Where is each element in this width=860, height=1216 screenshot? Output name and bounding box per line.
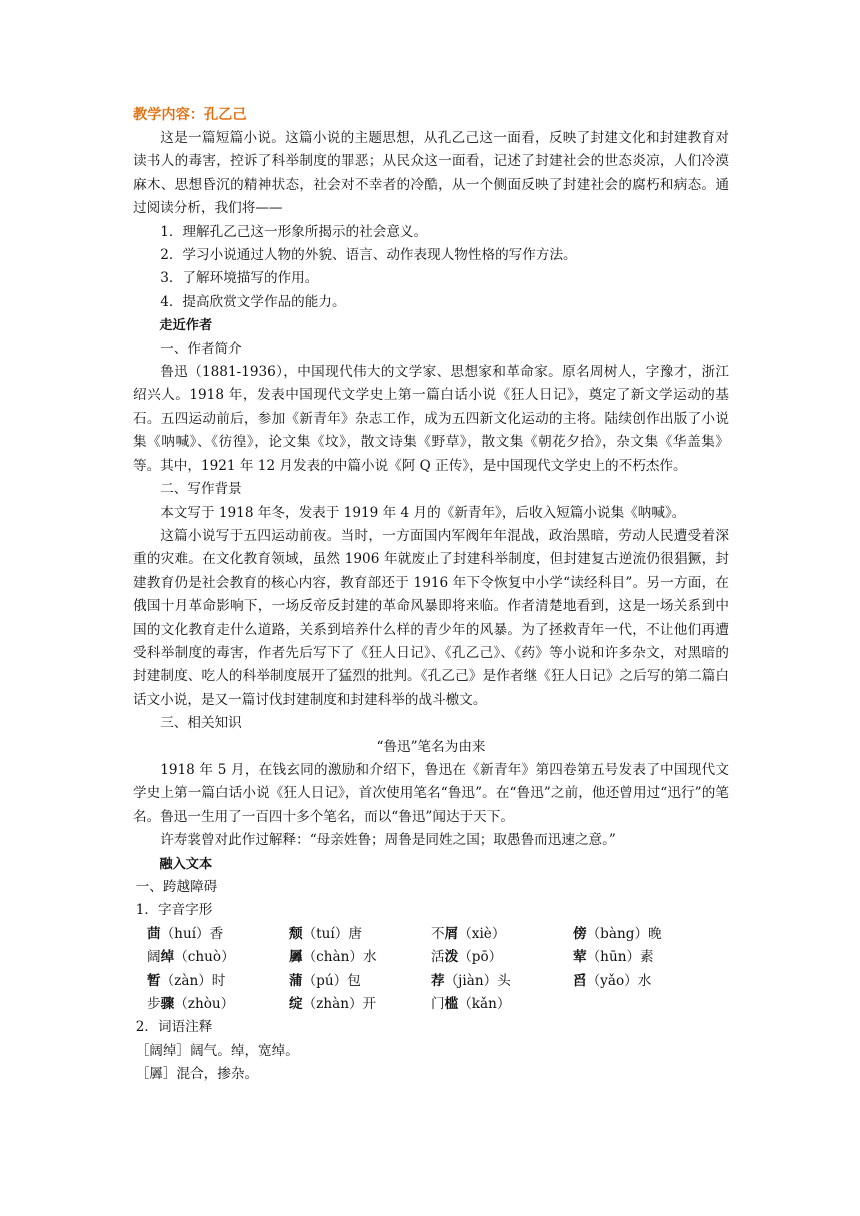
word-note: ［羼］混合，掺杂。 [135,1066,259,1083]
goal-item: 1．理解孔乙己这一形象所揭示的社会意义。 [160,223,428,240]
page-title: 教学内容：孔乙己 [133,107,247,123]
subheading-obstacles: 一、跨越障碍 [135,879,218,895]
subheading-background: 二、写作背景 [160,481,242,498]
goal-item: 2．学习小说通过人物的外貌、语言、动作表现人物性格的写作方法。 [160,247,577,264]
item-pronunciation: 1．字音字形 [135,902,213,919]
vocab-entry: 傍（bàng）晚 [573,925,662,942]
vocab-entry: 舀（yǎo）水 [573,972,652,989]
subheading-author-intro: 一、作者简介 [160,340,242,357]
background-paragraph-1: 本文写于 1918 年冬，发表于 1919 年 4 月的《新青年》，后收入短篇小说集《呐喊》。 [160,504,686,521]
vocab-entry: 荤（hūn）素 [573,949,654,966]
vocab-table [147,923,729,1017]
vocab-entry: 暂（zàn）时 [147,972,226,989]
vocab-row [147,970,729,993]
vocab-row [147,946,729,969]
pen-name-paragraph-1: 1918 年 5 月，在钱玄同的激励和介绍下，鲁迅在《新青年》第四卷第五号发表了中国现代文学史上第一篇白话小说《狂人日记》，首次使用笔名“鲁迅”。在“鲁迅”之前，他还曾用过“迅行”的笔名。鲁迅一生用了一百四十多个笔名，而以“鲁迅”闻达于天下。 [133,761,729,825]
author-paragraph: 鲁迅（1881-1936），中国现代伟大的文学家、思想家和革命家。原名周树人，字豫才，浙江绍兴人。1918 年，发表中国现代文学史上第一篇白话小说《狂人日记》，奠定了新文学运动的基石。五四运动前后，参加《新青年》杂志工作，成为五四新文化运动的主将。陆续创作出版了小说集《呐喊》、《彷徨》，论文集《坟》，散文诗集《野草》，散文集《朝花夕拾》，杂文集《华盖集》等。其中，1921 年 12 月发表的中篇小说《阿 Q 正传》，是中国现代文学史上的不朽杰作。 [133,364,729,474]
goal-item: 4．提高欣赏文学作品的能力。 [160,293,346,310]
vocab-entry: 茴（huí）香 [147,925,224,942]
item-word-notes: 2．词语注释 [135,1019,213,1036]
vocab-entry: 步骤（zhòu） [147,996,235,1013]
vocab-row [147,993,729,1016]
background-paragraph-2: 这篇小说写于五四运动前夜。当时，一方面国内军阀年年混战，政治黑暗，劳动人民遭受着深重的灾难。在文化教育领域，虽然 1906 年就废止了封建科举制度，但封建复古逆流仍很猖獗，封建教育仍是社会教育的核心内容，教育部还于 1916 年下令恢复中小学“读经科目”。另一方面，在俄国十月革命影响下，一场反帝反封建的革命风暴即将来临。作者清楚地看到，这是一场关系到中国的文化教育走什么道路，关系到培养什么样的青少年的风暴。为了拯救青年一代，不让他们再遭受科举制度的毒害，作者先后写下了《狂人日记》、《孔乙己》、《药》等小说和许多杂文，对黑暗的封建制度、吃人的科举制度展开了猛烈的批判。《孔乙己》是作者继《狂人日记》之后写的第二篇白话文小说，是又一篇讨伐封建制度和封建科举的战斗檄文。 [133,527,729,708]
section-heading-text: 融入文本 [159,856,213,872]
subheading-related-knowledge: 三、相关知识 [160,715,242,732]
document-body [133,104,729,1087]
vocab-row [147,923,729,946]
vocab-entry: 不屑（xiè） [431,925,506,942]
pen-name-title: “鲁迅”笔名为由来 [376,738,486,755]
vocab-entry: 荐（jiàn）头 [431,972,511,989]
vocab-entry: 门槛（kǎn） [431,996,511,1013]
vocab-entry: 阔绰（chuò） [147,949,235,966]
word-note: ［阔绰］阔气。绰，宽绰。 [135,1042,299,1059]
section-heading-author: 走近作者 [159,318,213,334]
intro-paragraph: 这是一篇短篇小说。这篇小说的主题思想，从孔乙己这一面看，反映了封建文化和封建教育对读书人的毒害，控诉了科举制度的罪恶；从民众这一面看，记述了封建社会的世态炎凉，人们冷漠麻木、思想昏沉的精神状态，社会对不幸者的冷酷，从一个侧面反映了封建社会的腐朽和病态。通过阅读分析，我们将—— [133,130,729,217]
vocab-entry: 活泼（pō） [431,949,503,966]
goal-item: 3．了解环境描写的作用。 [160,270,319,287]
vocab-entry: 蒲（pú）包 [289,972,361,989]
vocab-entry: 绽（zhàn）开 [289,996,377,1013]
vocab-entry: 颓（tuí）唐 [289,925,362,942]
vocab-entry: 羼（chàn）水 [289,949,377,966]
pen-name-paragraph-2: 许寿裳曾对此作过解释：“母亲姓鲁；周鲁是同姓之国；取愚鲁而迅速之意。” [160,832,616,849]
